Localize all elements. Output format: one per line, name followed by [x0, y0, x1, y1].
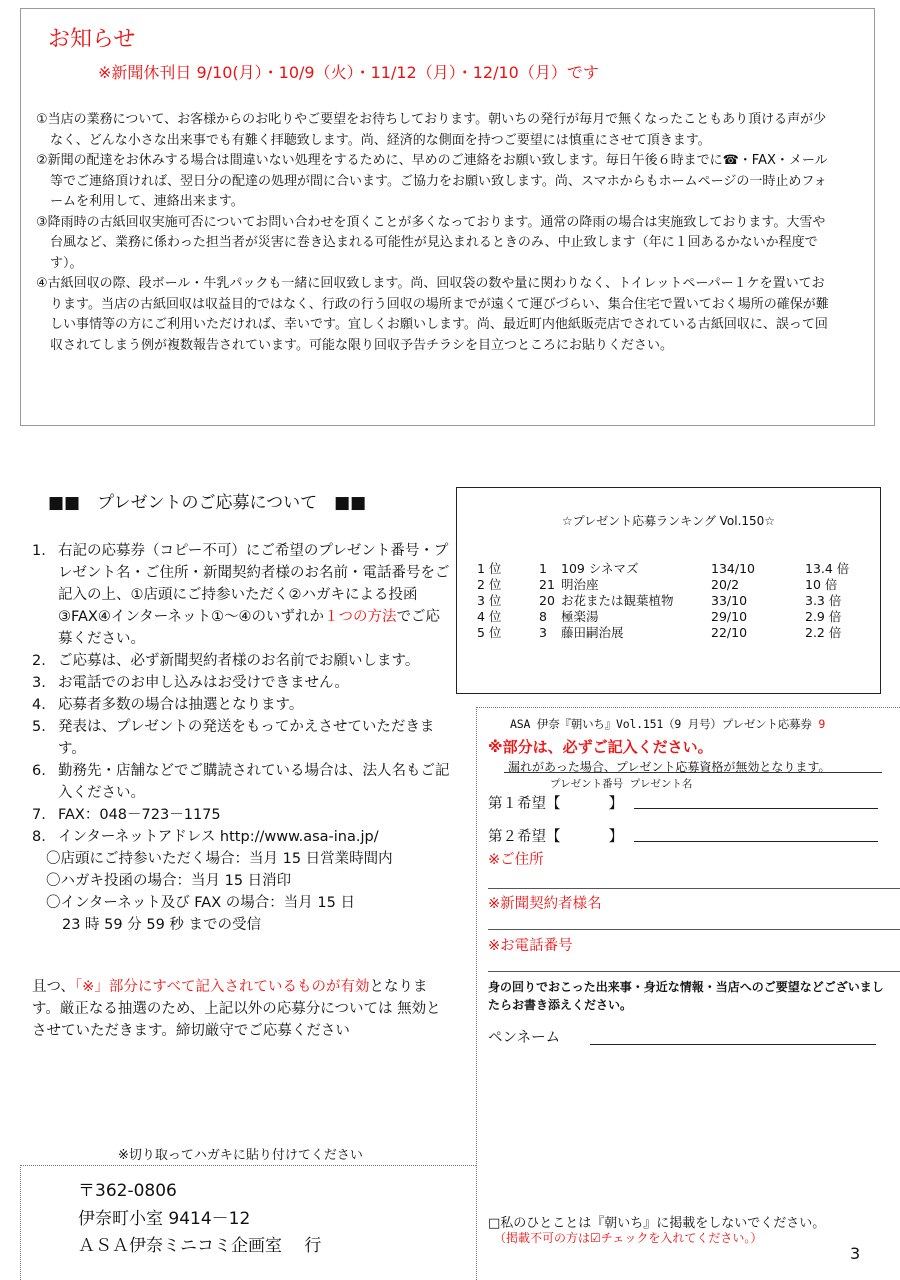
rule-item: 1. 右記の応募券（コピー不可）にご希望のプレゼント番号・プレゼント名・ご住所・新聞契約者様のお名前・電話番号をご記入の上、①店頭にご持参いただく②ハガキによる投函③FAX④インターネット①～④のいずれか１つの方法でご応募ください。	[32, 543, 450, 647]
ranking-name: 明治座	[561, 577, 599, 592]
address-label: ※ご住所	[488, 852, 544, 868]
first-choice-line[interactable]	[634, 808, 878, 809]
rule-item: 5. 発表は、プレゼントの発送をもってかえさせていただきます。	[32, 716, 452, 760]
ranking-name: 極楽湯	[561, 609, 599, 624]
note-emphasis: 「※」部分にすべて記入されているものが有効	[74, 979, 370, 995]
ranking-name: 109 シネマズ	[561, 561, 639, 576]
ranking-ratio: 10 倍	[805, 577, 838, 592]
pen-name-label: ペンネーム	[488, 1030, 561, 1046]
coupon-title	[510, 716, 825, 732]
recipient: ＡＳＡ伊奈ミニコミ企画室 行	[78, 1236, 322, 1256]
ranking-row	[477, 609, 865, 625]
second-choice-field[interactable]: 第２希望【 】	[488, 829, 624, 845]
coupon-number: 9	[818, 717, 826, 731]
no-publish-checkbox[interactable]: □私のひとことは『朝いち』に掲載をしないでください。	[488, 1216, 826, 1231]
present-rules-list	[32, 540, 452, 936]
rule-item: 4. 応募者多数の場合は抽選となります。	[32, 694, 452, 716]
street-address: 伊奈町小室 9414－12	[78, 1209, 251, 1229]
rule-text: 右記の応募券（コピー不可）にご希望のプレゼント番号・プレゼント名・ご住所・新聞契約者様のお名前・電話番号をご記入の上、①店頭にご持参いただく②ハガキによる投函③FAX④インターネット①～④のいずれか	[58, 543, 450, 625]
ranking-row	[477, 625, 865, 641]
validity-note	[32, 976, 452, 1042]
ranking-no: 8	[539, 609, 547, 624]
required-note: ※部分は、必ずご記入ください。	[488, 738, 713, 756]
ranking-rank: 2 位	[477, 577, 502, 592]
ranking-ratio: 3.3 倍	[805, 593, 842, 608]
deadline-postcard: 〇ハガキ投函の場合：当月 15 日消印	[46, 873, 292, 889]
ranking-box	[456, 487, 881, 694]
ranking-count: 33/10	[711, 593, 748, 608]
notice-item: ④古紙回収の際、段ボール・牛乳パックも一緒に回収致します。尚、回収袋の数や量に関わりなく、トイレットペーパー１ケを置いております。当店の古紙回収は収益目的ではなく、行政の行う回収の場所までが遠くて運びづらい、集合住宅で置いておく場所の確保が難しい事情等の方にご利用いただければ、幸いです。宜しくお願いします。尚、最近町内他紙販売店でされている古紙回収に、誤って回収されてしまう例が複数報告されています。可能な限り回収予告チラシを目立つところにお貼りください。	[36, 276, 829, 353]
rule-item: 6. 勤務先・店舗などでご購読されている場合は、法人名もご記入ください。	[32, 760, 452, 804]
ranking-no: 21	[539, 577, 555, 592]
rule-text: でご応募ください。	[58, 609, 441, 647]
no-publish-hint: （掲載不可の方は☑チェックを入れてください。）	[494, 1231, 763, 1245]
notice-list	[36, 110, 836, 356]
rule-text: 発表は、プレゼントの発送をもってかえさせていただきます。	[58, 719, 435, 757]
internet-address[interactable]: インターネットアドレス http://www.asa-ina.jp/	[58, 829, 379, 845]
rule-item: 7. FAX：048－723－1175	[32, 804, 452, 826]
ranking-ratio: 2.9 倍	[805, 609, 842, 624]
ranking-table	[477, 561, 865, 641]
rule-text: ご応募は、必ず新聞契約者様のお名前でお願いします。	[58, 653, 420, 669]
rule-item: 2. ご応募は、必ず新聞契約者様のお名前でお願いします。	[32, 650, 452, 672]
pen-name-line[interactable]	[590, 1044, 876, 1045]
ranking-rank: 3 位	[477, 593, 502, 608]
rule-item: 3. お電話でのお申し込みはお受けできません。	[32, 672, 452, 694]
contractor-line[interactable]	[488, 929, 900, 930]
page-number: 3	[850, 1244, 861, 1263]
ranking-rank: 1 位	[477, 561, 502, 576]
ranking-row	[477, 577, 865, 593]
newspaper-holidays: ※新聞休刊日 9/10(月）・10/9（火）・11/12（月）・12/10（月）です	[98, 63, 599, 82]
notice-item: ①当店の業務について、お客様からのお叱りやご要望をお待ちしております。朝いちの発行が毎月で無くなったこともあり頂ける声が少なく、どんな小さな出来事でも有難く拝聴致します。尚、経済的な側面を持つご要望には慎重にさせて頂きます。	[36, 112, 827, 148]
deadline-store: 〇店頭にご持参いただく場合：当月 15 日営業時間内	[46, 851, 393, 867]
ranking-ratio: 13.4 倍	[805, 561, 850, 576]
first-choice-field[interactable]: 第１希望【 】	[488, 796, 624, 812]
rule-item: 8. インターネットアドレス http://www.asa-ina.jp/	[32, 826, 452, 848]
second-choice-line[interactable]	[634, 841, 878, 842]
rule-text: お電話でのお申し込みはお受けできません。	[58, 675, 349, 691]
ranking-ratio: 2.2 倍	[805, 625, 842, 640]
cut-instruction: ※切り取ってハガキに貼り付けてください	[118, 1148, 363, 1163]
ranking-no: 20	[539, 593, 555, 608]
notice-item: ②新聞の配達をお休みする場合は間違いない処理をするために、早めのご連絡をお願い致します。毎日午後６時までに☎・FAX・メール等でご連絡頂ければ、翌日分の配達の処理が間に合います。ご協力をお願い致します。尚、スマホからもホームページの一時止めフォームを利用して、連絡出来ます。	[36, 153, 828, 209]
rule-text: 応募者多数の場合は抽選となります。	[58, 697, 304, 713]
present-heading: ■■ プレゼントのご応募について ■■	[48, 493, 367, 513]
ranking-count: 22/10	[711, 625, 748, 640]
col-present-number: プレゼント番号	[550, 778, 624, 790]
ranking-rank: 4 位	[477, 609, 502, 624]
deadline-internet-fax: 〇インターネット及び FAX の場合：当月 15 日	[46, 895, 355, 911]
notice-title: お知らせ	[48, 27, 136, 52]
ranking-no: 1	[539, 561, 547, 576]
ranking-no: 3	[539, 625, 547, 640]
coupon-title-text: ASA 伊奈『朝いち』Vol.151（9 月号）プレゼント応募券	[510, 717, 812, 731]
ranking-rank: 5 位	[477, 625, 502, 640]
note-text: となります。厳正なる抽選のため、上記以外の応募分については 無効とさせていただきます。締切厳守でご応募ください	[32, 979, 441, 1039]
phone-line[interactable]	[488, 971, 900, 972]
contractor-label: ※新聞契約者様名	[488, 896, 602, 912]
ranking-count: 20/2	[711, 577, 740, 592]
notice-item: ③降雨時の古紙回収実施可否についてお問い合わせを頂くことが多くなっております。通常の降雨の場合は実施致しております。大雪や台風など、業務に係わった担当者が災害に巻き込まれる可能性が見込まれるときのみ、中止致します（年に１回あるかないか程度です）。	[36, 214, 826, 271]
ranking-row	[477, 593, 865, 609]
deadline-internet-fax-time: 23 時 59 分 59 秒 までの受信	[62, 917, 262, 933]
address-line[interactable]	[488, 888, 900, 889]
divider	[504, 772, 882, 773]
note-text: 且つ、	[32, 979, 75, 995]
comment-prompt: 身の回りでおこった出来事・身近な情報・当店へのご要望などございましたらお書き添えください。	[488, 980, 884, 1012]
col-present-name: プレゼント名	[629, 778, 693, 790]
fax-number: FAX：048－723－1175	[58, 807, 221, 823]
ranking-name: 藤田嗣治展	[561, 625, 624, 640]
rule-emphasis: １つの方法	[324, 609, 397, 625]
invalid-warning: 漏れがあった場合、プレゼント応募資格が無効となります。	[508, 760, 831, 774]
ranking-title: ☆プレゼント応募ランキング Vol.150☆	[561, 514, 776, 528]
postal-code: 〒362-0806	[78, 1181, 177, 1201]
ranking-count: 29/10	[711, 609, 748, 624]
rule-text: 勤務先・店舗などでご購読されている場合は、法人名もご記入ください。	[58, 763, 450, 801]
ranking-name: お花または観葉植物	[561, 593, 674, 608]
phone-label: ※お電話番号	[488, 938, 573, 954]
ranking-count: 134/10	[711, 561, 755, 576]
column-labels	[550, 776, 692, 791]
ranking-row	[477, 561, 865, 577]
